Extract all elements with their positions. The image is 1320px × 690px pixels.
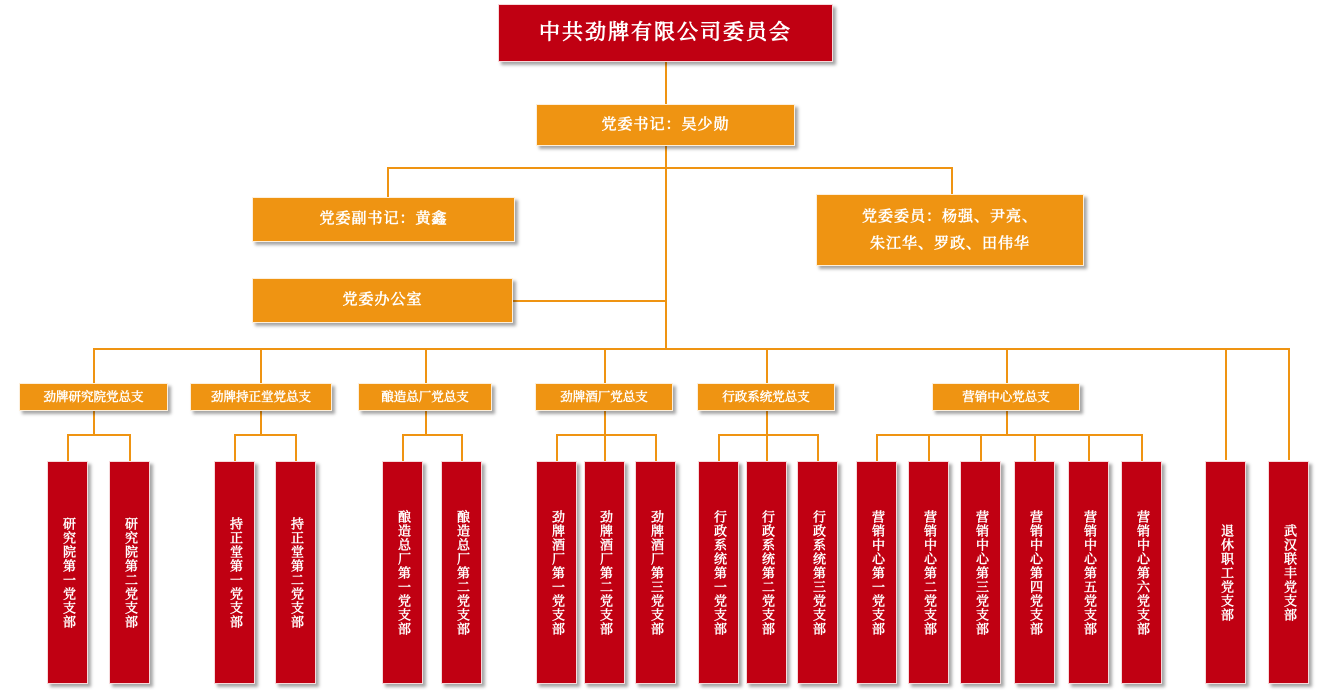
connector-g1-a: [67, 434, 69, 462]
connector-office: [512, 300, 666, 302]
connector-gb-4: [766, 348, 768, 383]
connector-root-secretary: [665, 62, 667, 104]
branch-distillery-3[interactable]: 劲牌酒厂第三党支部: [635, 461, 676, 684]
branch-marketing-3[interactable]: 营销中心第三党支部: [960, 461, 1001, 684]
connector-g5-b: [766, 434, 768, 462]
general-branch-brewery[interactable]: 酿造总厂党总支: [358, 383, 492, 411]
committee-members-line-2: 朱江华、罗政、田伟华: [869, 235, 1030, 252]
connector-main-trunk: [665, 167, 667, 349]
connector-g5-bus: [718, 434, 818, 436]
connector-g6-b: [928, 434, 930, 462]
branch-marketing-1[interactable]: 营销中心第一党支部: [856, 461, 897, 684]
branch-brewery-2[interactable]: 酿造总厂第二党支部: [441, 461, 482, 684]
branch-research-2[interactable]: 研究院第二党支部: [109, 461, 150, 684]
connector-level2-bus: [387, 167, 952, 169]
connector-g2-b: [295, 434, 297, 462]
connector-g6-stem: [1006, 411, 1008, 435]
connector-g6-f: [1141, 434, 1143, 462]
branch-administration-3[interactable]: 行政系统第三党支部: [797, 461, 838, 684]
connector-g3-stem: [425, 411, 427, 435]
branch-distillery-2[interactable]: 劲牌酒厂第二党支部: [584, 461, 625, 684]
connector-g6-e: [1088, 434, 1090, 462]
connector-g6-c: [980, 434, 982, 462]
connector-secretary-down: [665, 146, 667, 168]
connector-g4-bus: [556, 434, 656, 436]
connector-g6-a: [876, 434, 878, 462]
node-secretary[interactable]: 党委书记：吴少勋: [536, 104, 795, 146]
connector-gb-2: [425, 348, 427, 383]
committee-members-line-1: 党委委员：杨强、尹亮、: [861, 208, 1038, 225]
branch-marketing-4[interactable]: 营销中心第四党支部: [1014, 461, 1055, 684]
connector-to-members: [951, 167, 953, 194]
connector-g6-bus: [876, 434, 1142, 436]
connector-g1-stem: [93, 411, 95, 435]
branch-brewery-1[interactable]: 酿造总厂第一党支部: [382, 461, 423, 684]
branch-retired-workers[interactable]: 退休职工党支部: [1205, 461, 1246, 684]
connector-branch-bus: [93, 348, 1288, 350]
connector-g4-b: [604, 434, 606, 462]
connector-gb-1: [260, 348, 262, 383]
branch-chizhengtang-2[interactable]: 持正堂第二党支部: [275, 461, 316, 684]
connector-g5-a: [718, 434, 720, 462]
connector-wuhan: [1288, 348, 1290, 460]
branch-chizhengtang-1[interactable]: 持正堂第一党支部: [214, 461, 255, 684]
connector-gb-0: [93, 348, 95, 383]
connector-g3-bus: [402, 434, 462, 436]
connector-to-deputy: [387, 167, 389, 197]
branch-marketing-2[interactable]: 营销中心第二党支部: [908, 461, 949, 684]
connector-g1-b: [129, 434, 131, 462]
connector-g4-a: [556, 434, 558, 462]
connector-g2-stem: [260, 411, 262, 435]
connector-g4-c: [655, 434, 657, 462]
connector-g1-bus: [67, 434, 130, 436]
connector-retired: [1225, 348, 1227, 460]
connector-g5-stem: [766, 411, 768, 435]
node-party-office[interactable]: 党委办公室: [252, 278, 513, 323]
connector-gb-3: [604, 348, 606, 383]
general-branch-chizhengtang[interactable]: 劲牌持正堂党总支: [190, 383, 332, 411]
connector-g3-a: [402, 434, 404, 462]
connector-g4-stem: [604, 411, 606, 435]
connector-g3-b: [461, 434, 463, 462]
connector-g2-a: [234, 434, 236, 462]
general-branch-administration[interactable]: 行政系统党总支: [697, 383, 835, 411]
node-deputy-secretary[interactable]: 党委副书记：黄鑫: [252, 197, 515, 242]
node-committee-members[interactable]: [816, 194, 1084, 266]
branch-marketing-6[interactable]: 营销中心第六党支部: [1121, 461, 1162, 684]
general-branch-marketing[interactable]: 营销中心党总支: [932, 383, 1080, 411]
branch-distillery-1[interactable]: 劲牌酒厂第一党支部: [536, 461, 577, 684]
branch-research-1[interactable]: 研究院第一党支部: [47, 461, 88, 684]
general-branch-distillery[interactable]: 劲牌酒厂党总支: [535, 383, 673, 411]
connector-gb-5: [1006, 348, 1008, 383]
branch-marketing-5[interactable]: 营销中心第五党支部: [1068, 461, 1109, 684]
branch-administration-2[interactable]: 行政系统第二党支部: [746, 461, 787, 684]
connector-g5-c: [817, 434, 819, 462]
branch-wuhan-lianfeng[interactable]: 武汉联丰党支部: [1268, 461, 1309, 684]
general-branch-research-institute[interactable]: 劲牌研究院党总支: [19, 383, 168, 411]
node-root[interactable]: 中共劲牌有限公司委员会: [498, 4, 833, 62]
connector-g6-d: [1034, 434, 1036, 462]
branch-administration-1[interactable]: 行政系统第一党支部: [698, 461, 739, 684]
connector-g2-bus: [234, 434, 296, 436]
